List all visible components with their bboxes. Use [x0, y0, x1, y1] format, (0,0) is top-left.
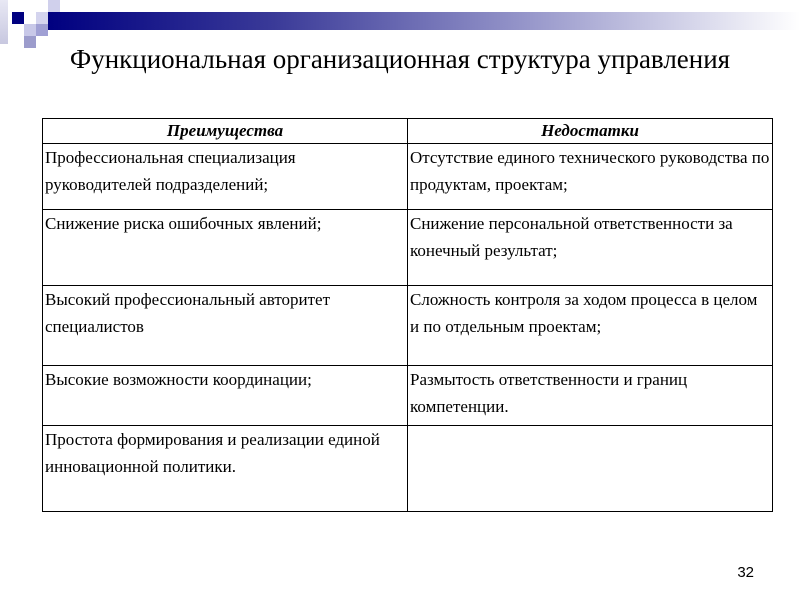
disadvantage-cell: Снижение персональной ответственности за конечный результат; [408, 210, 773, 286]
advantage-cell: Высокий профессиональный авторитет специалистов [43, 286, 408, 366]
decor-square [36, 24, 48, 36]
decor-square [24, 24, 36, 36]
table-row [43, 210, 773, 286]
decor-square [48, 0, 60, 12]
header-disadvantages: Недостатки [408, 119, 773, 144]
decor-square [12, 12, 24, 24]
advantage-cell: Профессиональная специализация руководителей подразделений; [43, 144, 408, 210]
disadvantage-cell: Отсутствие единого технического руководства по продуктам, проектам; [408, 144, 773, 210]
slide-title: Функциональная организационная структура управления [69, 44, 731, 74]
decor-square [36, 12, 48, 24]
disadvantage-cell [408, 426, 773, 512]
page-number: 32 [737, 564, 754, 581]
table-row [43, 144, 773, 210]
disadvantage-cell: Сложность контроля за ходом процесса в целом и по отдельным проектам; [408, 286, 773, 366]
disadvantage-cell: Размытость ответственности и границ компетенции. [408, 366, 773, 426]
table-row [43, 366, 773, 426]
advantage-cell: Высокие возможности координации; [43, 366, 408, 426]
decor-edge [0, 0, 8, 44]
comparison-table [42, 118, 773, 512]
table-row [43, 286, 773, 366]
table-row [43, 426, 773, 512]
table-header-row [43, 119, 773, 144]
advantage-cell: Снижение риска ошибочных явлений; [43, 210, 408, 286]
advantage-cell: Простота формирования и реализации единой инновационной политики. [43, 426, 408, 512]
decor-gradient-bar [48, 12, 800, 30]
header-advantages: Преимущества [43, 119, 408, 144]
